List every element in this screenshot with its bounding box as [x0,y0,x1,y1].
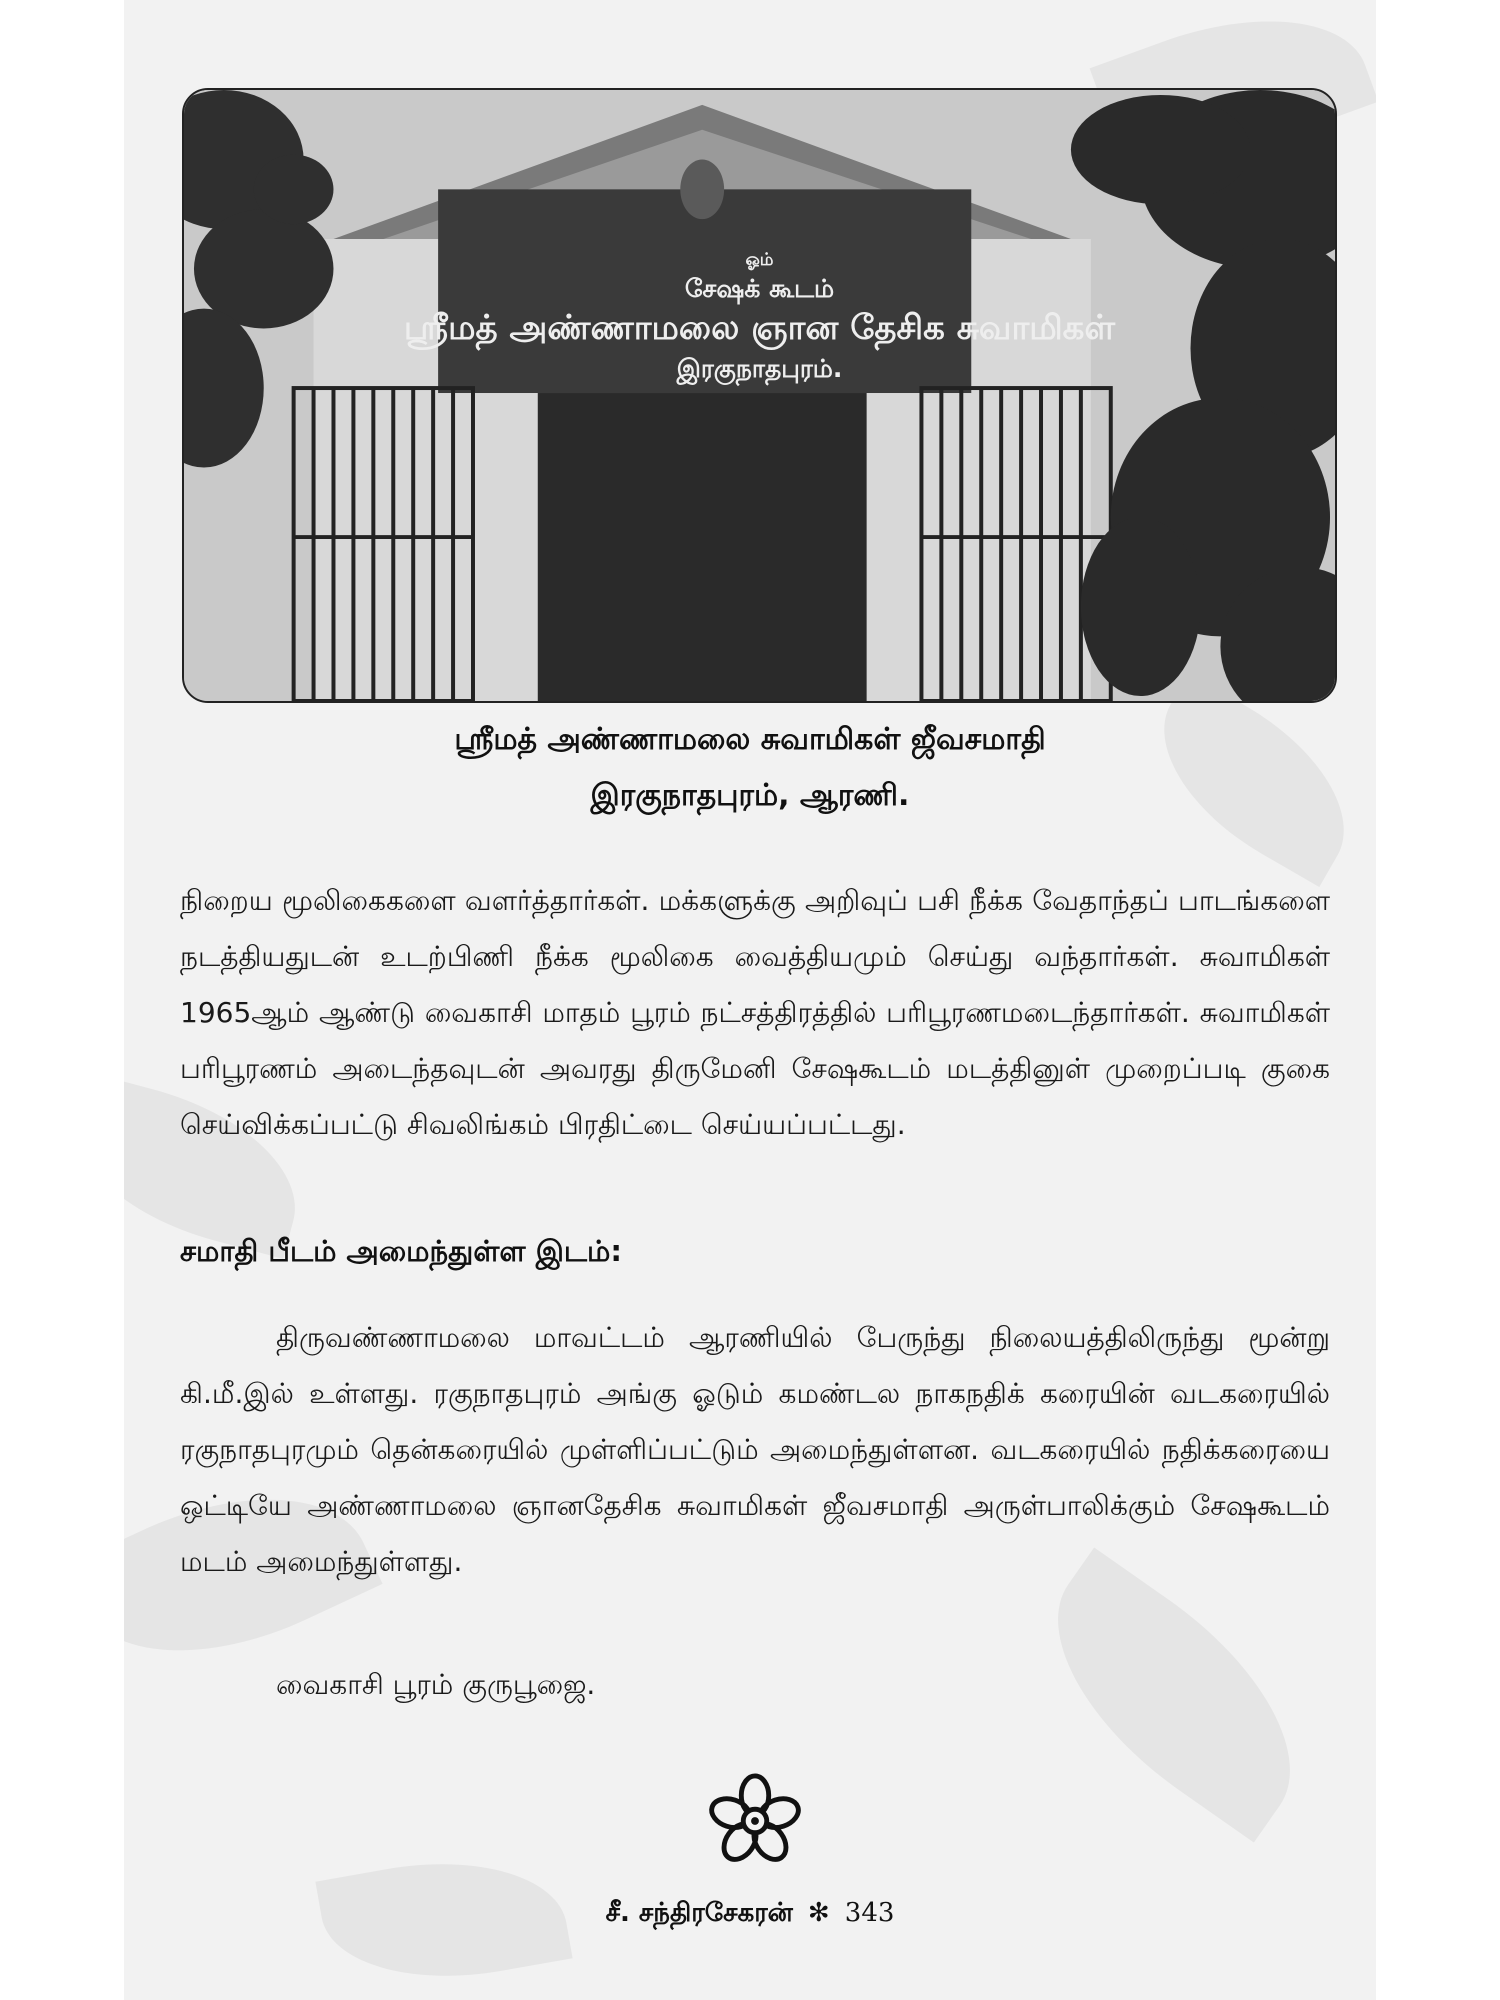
sign-line-place: இரகுநாதபுரம். [676,354,843,383]
photo-caption-line2: இரகுநாதபுரம், ஆரணி. [590,778,910,813]
background-leaf [1008,1548,1340,1843]
body-paragraph-2: திருவண்ணாமலை மாவட்டம் ஆரணியில் பேருந்து நிலையத்திலிருந்து மூன்று கி.மீ.இல் உள்ளது. ரகுநாதபுரம் அங்கு ஓடும் கமண்டல நாகநதிக் கரையின் வடகரையில் ரகுநாதபுரமும் தென்கரையில் முள்ளிப்பட்டும் அமைந்துள்ளன. வடகரையில் நதிக்கரையை ஒட்டியே அண்ணாமலை ஞானதேசிக சுவாமிகள் ஜீவசமாதி அருள்பாலிக்கும் சேஷகூடம் மடம் அமைந்துள்ளது. [180,1321,1330,1578]
body-paragraph-1: நிறைய மூலிகைகளை வளர்த்தார்கள். மக்களுக்கு அறிவுப் பசி நீக்க வேதாந்தப் பாடங்களை நடத்தியதுடன் உடற்பிணி நீக்க மூலிகை வைத்தியமும் செய்து வந்தார்கள். சுவாமிகள் 1965ஆம் ஆண்டு வைகாசி மாதம் பூரம் நட்சத்திரத்தில் பரிபூரணமடைந்தார்கள். சுவாமிகள் பரிபூரணம் அடைந்தவுடன் அவரது திருமேனி சேஷகூடம் மடத்தினுள் முறைப்படி குகை செய்விக்கப்பட்டு சிவலிங்கம் பிரதிட்டை செய்யப்பட்டது. [180,884,1330,1141]
photo-caption-line1: ஸ்ரீமத் அண்ணாமலை சுவாமிகள் ஜீவசமாதி [454,722,1046,757]
samadhi-photo [182,88,1337,703]
book-page [124,0,1376,2000]
page-number: 343 [844,1898,895,1928]
body-paragraph-3: வைகாசி பூரம் குருபூஜை. [276,1668,596,1701]
footer-separator-icon: ✻ [807,1898,830,1928]
sign-line-sheshakoodam: சேஷக் கூடம் [684,274,835,303]
sign-line-om: ஓம் [745,250,774,270]
section-heading: சமாதி பீடம் அமைந்துள்ள இடம்: [180,1234,622,1268]
footer-author: சீ. சந்திரசேகரன் [605,1898,793,1928]
flower-ornament-icon [706,1772,804,1870]
sign-line-name: ஸ்ரீமத் அண்ணாமலை ஞான தேசிக சுவாமிகள் [403,308,1116,348]
page-footer [124,1898,1376,1931]
building-illustration [184,90,1335,701]
